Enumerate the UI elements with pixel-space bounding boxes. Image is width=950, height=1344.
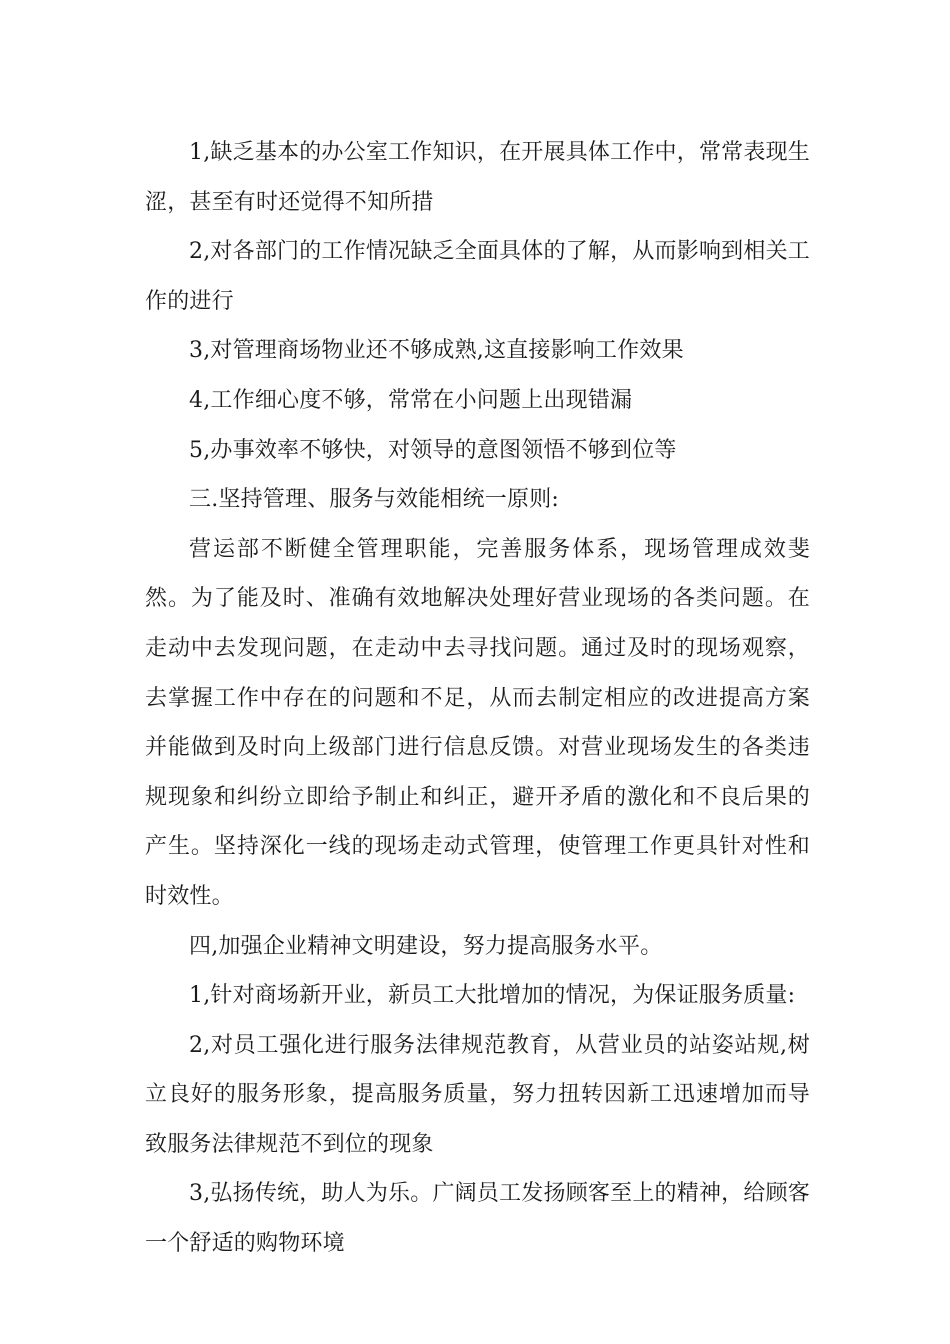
paragraph-item-4-3: 3,弘扬传统，助人为乐。广阔员工发扬顾客至上的精神，给顾客一个舒适的购物环境 [145,1181,810,1257]
section-heading-4: 四,加强企业精神文明建设，努力提高服务水平。 [189,933,663,959]
section-heading-3: 三.坚持管理、服务与效能相统一原则: [189,487,560,513]
paragraph-item-3: 3,对管理商场物业还不够成熟,这直接影响工作效果 [189,338,684,364]
paragraph-item-1: 1,缺乏基本的办公室工作知识，在开展具体工作中，常常表现生涩，甚至有时还觉得不知所措 [145,140,810,215]
paragraph-item-4: 4,工作细心度不够，常常在小问题上出现错漏 [189,387,633,413]
section-body-paragraph: 营运部不断健全管理职能，完善服务体系，现场管理成效斐然。为了能及时、准确有效地解决处理好营业现场的各类问题。在走动中去发现问题，在走动中去寻找问题。通过及时的现场观察，去掌握工作中存在的问题和不足，从而去制定相应的改进提高方案并能做到及时向上级部门进行信息反馈。对营业现场发生的各类违规现象和纠纷立即给予制止和纠正，避开矛盾的激化和不良后果的产生。坚持深化一线的现场走动式管理，使管理工作更具针对性和时效性。 [145,536,810,909]
document-body [145,128,810,1269]
paragraph-item-4-2: 2,对员工强化进行服务法律规范教育，从营业员的站姿站规,树立良好的服务形象，提高服务质量，努力扭转因新工迅速增加而导致服务法律规范不到位的现象 [145,1032,810,1157]
paragraph-item-4-1: 1,针对商场新开业，新员工大批增加的情况，为保证服务质量: [189,983,796,1009]
paragraph-item-5: 5,办事效率不够快，对领导的意图领悟不够到位等 [189,437,677,463]
paragraph-item-2: 2,对各部门的工作情况缺乏全面具体的了解，从而影响到相关工作的进行 [145,239,810,314]
